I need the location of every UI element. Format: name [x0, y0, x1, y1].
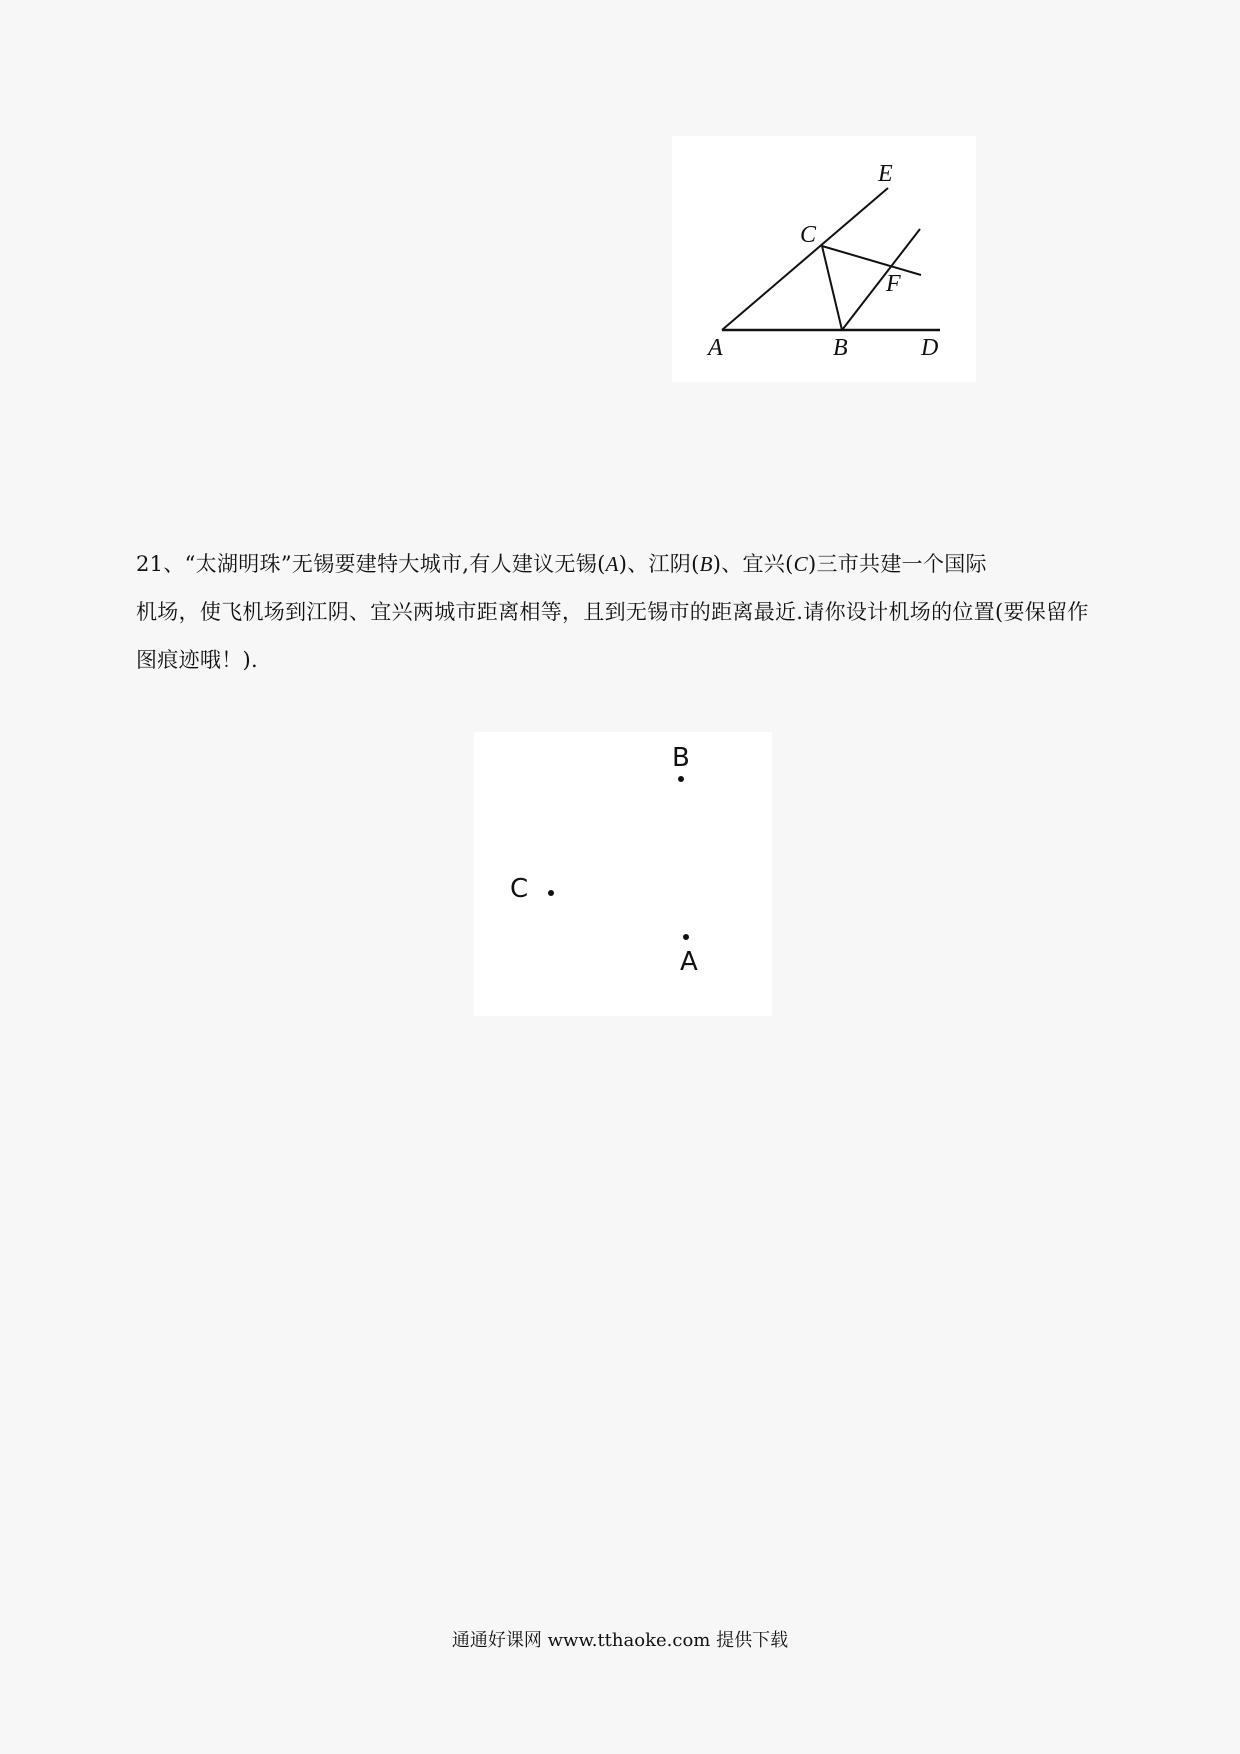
point-c-dot: [548, 890, 554, 896]
label-point-f: F: [886, 271, 901, 297]
segment-bf: [842, 229, 920, 330]
geometry-figure-1: [672, 136, 976, 382]
problem-text-part-2: )、江阴(: [618, 552, 700, 576]
label-point-b: B: [833, 335, 848, 361]
segment-cf: [822, 246, 921, 275]
problem-text-part-3: )、宜兴(: [712, 552, 794, 576]
var-a: A: [605, 552, 619, 576]
segment-cb: [822, 246, 842, 330]
figure-2-svg: [474, 732, 772, 1016]
problem-21-line-1: [136, 540, 1126, 588]
label-point-c: C: [800, 222, 817, 248]
figure-1-svg: [672, 136, 976, 382]
label-point-d: D: [921, 335, 939, 361]
problem-21: [136, 540, 1126, 684]
problem-number: 21、: [136, 552, 185, 576]
problem-text-part-4: )三市共建一个国际: [807, 552, 987, 576]
geometry-figure-2: [474, 732, 772, 1016]
problem-text-part-1: “太湖明珠”无锡要建特大城市,有人建议无锡(: [184, 552, 606, 576]
label-point-a: A: [708, 335, 723, 361]
label-city-a: A: [680, 947, 698, 977]
problem-21-line-2: 机场，使飞机场到江阴、宜兴两城市距离相等，且到无锡市的距离最近.请你设计机场的位置(要保留作: [136, 600, 1089, 624]
var-b: B: [699, 552, 713, 576]
var-c: C: [793, 552, 808, 576]
problem-21-line-3: 图痕迹哦！).: [136, 648, 258, 672]
label-point-e: E: [878, 161, 893, 187]
label-city-b: B: [672, 743, 690, 773]
page-footer: 通通好课网 www.tthaoke.com 提供下载: [451, 1630, 789, 1651]
point-a-dot: [683, 934, 689, 940]
point-b-dot: [678, 776, 684, 782]
label-city-c: C: [510, 874, 529, 904]
